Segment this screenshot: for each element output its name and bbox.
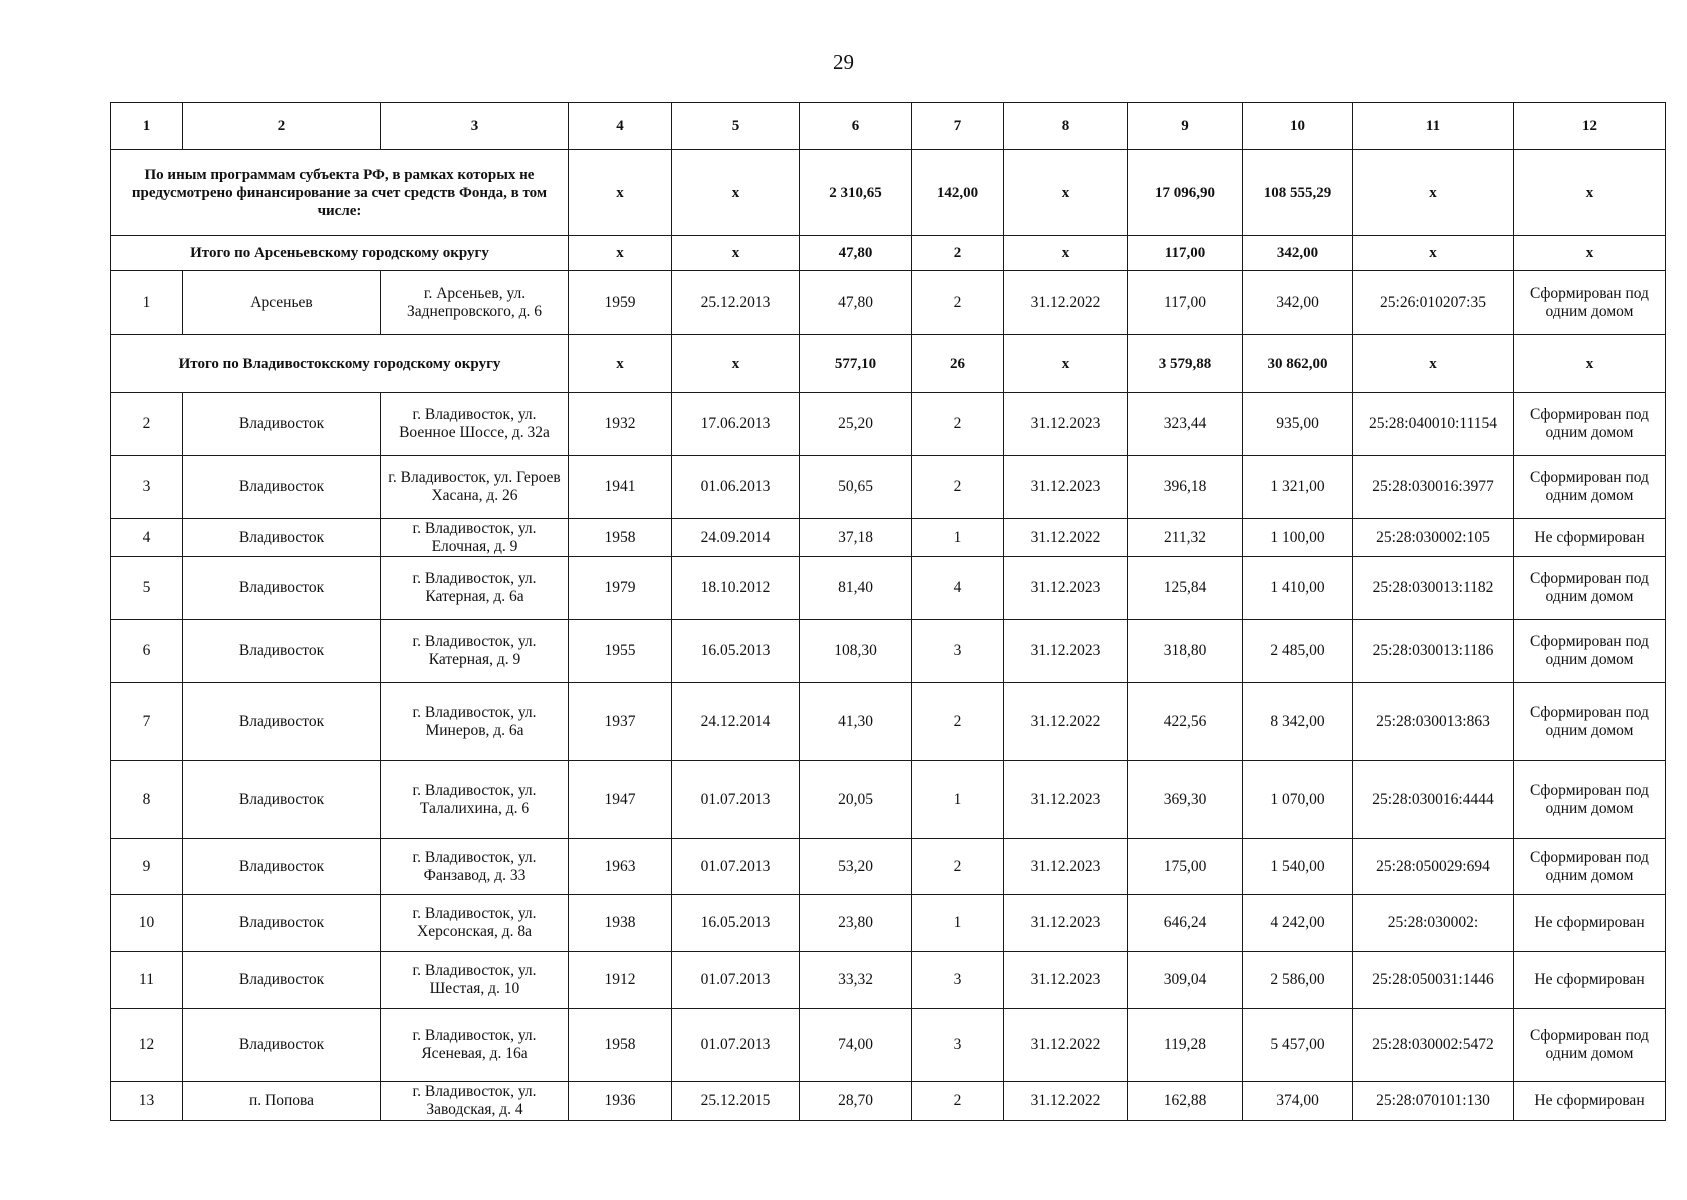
- row-number: 6: [111, 620, 183, 683]
- row-area: 53,20: [800, 839, 912, 895]
- column-number: 9: [1128, 103, 1243, 150]
- row-value-10: 1 540,00: [1243, 839, 1353, 895]
- row-address: г. Владивосток, ул. Катерная, д. 9: [381, 620, 569, 683]
- row-value-10: 4 242,00: [1243, 895, 1353, 952]
- row-address: г. Владивосток, ул. Минеров, д. 6а: [381, 683, 569, 761]
- row-count: 1: [912, 519, 1004, 557]
- subtotal-cell: х: [1004, 335, 1128, 393]
- subtotal-label: Итого по Владивостокскому городскому округу: [111, 335, 569, 393]
- column-number: 12: [1514, 103, 1666, 150]
- row-number: 13: [111, 1082, 183, 1121]
- row-status: Сформирован под одним домом: [1514, 1009, 1666, 1082]
- row-year: 1912: [569, 952, 672, 1009]
- table-row: [111, 456, 1666, 519]
- summary-label: По иным программам субъекта РФ, в рамках которых не предусмотрено финансирование за счет средств Фонда, в том числе:: [111, 150, 569, 236]
- row-deadline: 31.12.2022: [1004, 519, 1128, 557]
- row-value-10: 1 100,00: [1243, 519, 1353, 557]
- summary-cell: х: [569, 150, 672, 236]
- row-value-9: 369,30: [1128, 761, 1243, 839]
- row-count: 2: [912, 683, 1004, 761]
- column-number: 6: [800, 103, 912, 150]
- row-status: Сформирован под одним домом: [1514, 271, 1666, 335]
- subtotal-cell: 26: [912, 335, 1004, 393]
- column-number: 11: [1353, 103, 1514, 150]
- row-year: 1958: [569, 1009, 672, 1082]
- subtotal-cell: 3 579,88: [1128, 335, 1243, 393]
- row-count: 4: [912, 557, 1004, 620]
- row-city: Владивосток: [183, 952, 381, 1009]
- row-cadastre: 25:28:030013:863: [1353, 683, 1514, 761]
- column-number: 8: [1004, 103, 1128, 150]
- row-year: 1979: [569, 557, 672, 620]
- row-number: 12: [111, 1009, 183, 1082]
- row-cadastre: 25:28:030016:4444: [1353, 761, 1514, 839]
- row-date: 01.07.2013: [672, 839, 800, 895]
- row-address: г. Арсеньев, ул. Заднепровского, д. 6: [381, 271, 569, 335]
- subtotal-label: Итого по Арсеньевскому городскому округу: [111, 236, 569, 271]
- row-count: 3: [912, 620, 1004, 683]
- row-value-10: 374,00: [1243, 1082, 1353, 1121]
- column-number: 3: [381, 103, 569, 150]
- row-value-9: 323,44: [1128, 393, 1243, 456]
- row-cadastre: 25:28:030013:1186: [1353, 620, 1514, 683]
- row-cadastre: 25:26:010207:35: [1353, 271, 1514, 335]
- row-status: Не сформирован: [1514, 952, 1666, 1009]
- row-cadastre: 25:28:040010:11154: [1353, 393, 1514, 456]
- subtotal-cell: х: [1353, 236, 1514, 271]
- row-date: 16.05.2013: [672, 620, 800, 683]
- row-number: 8: [111, 761, 183, 839]
- subtotal-cell: 342,00: [1243, 236, 1353, 271]
- row-date: 24.09.2014: [672, 519, 800, 557]
- row-city: Владивосток: [183, 557, 381, 620]
- row-year: 1958: [569, 519, 672, 557]
- row-area: 25,20: [800, 393, 912, 456]
- row-status: Сформирован под одним домом: [1514, 761, 1666, 839]
- row-cadastre: 25:28:030002:105: [1353, 519, 1514, 557]
- row-area: 108,30: [800, 620, 912, 683]
- row-year: 1937: [569, 683, 672, 761]
- column-number: 2: [183, 103, 381, 150]
- column-number: 10: [1243, 103, 1353, 150]
- row-number: 10: [111, 895, 183, 952]
- summary-cell: 17 096,90: [1128, 150, 1243, 236]
- row-cadastre: 25:28:030016:3977: [1353, 456, 1514, 519]
- row-area: 33,32: [800, 952, 912, 1009]
- row-number: 4: [111, 519, 183, 557]
- table-row: [111, 761, 1666, 839]
- row-area: 81,40: [800, 557, 912, 620]
- row-address: г. Владивосток, ул. Шестая, д. 10: [381, 952, 569, 1009]
- row-year: 1936: [569, 1082, 672, 1121]
- row-value-10: 1 410,00: [1243, 557, 1353, 620]
- row-city: Владивосток: [183, 895, 381, 952]
- row-status: Не сформирован: [1514, 895, 1666, 952]
- table-row: [111, 393, 1666, 456]
- row-deadline: 31.12.2023: [1004, 761, 1128, 839]
- column-number: 7: [912, 103, 1004, 150]
- row-count: 2: [912, 1082, 1004, 1121]
- row-date: 01.07.2013: [672, 1009, 800, 1082]
- row-count: 2: [912, 839, 1004, 895]
- row-status: Сформирован под одним домом: [1514, 456, 1666, 519]
- table-row: [111, 620, 1666, 683]
- row-count: 1: [912, 895, 1004, 952]
- row-status: Не сформирован: [1514, 1082, 1666, 1121]
- summary-cell: 2 310,65: [800, 150, 912, 236]
- row-value-9: 119,28: [1128, 1009, 1243, 1082]
- row-number: 2: [111, 393, 183, 456]
- row-value-10: 2 485,00: [1243, 620, 1353, 683]
- row-date: 18.10.2012: [672, 557, 800, 620]
- row-year: 1932: [569, 393, 672, 456]
- row-date: 01.06.2013: [672, 456, 800, 519]
- row-area: 47,80: [800, 271, 912, 335]
- row-area: 20,05: [800, 761, 912, 839]
- row-number: 11: [111, 952, 183, 1009]
- row-value-10: 1 321,00: [1243, 456, 1353, 519]
- row-area: 37,18: [800, 519, 912, 557]
- row-deadline: 31.12.2022: [1004, 683, 1128, 761]
- row-deadline: 31.12.2023: [1004, 839, 1128, 895]
- subtotal-row-vladivostok: [111, 335, 1666, 393]
- row-area: 41,30: [800, 683, 912, 761]
- row-deadline: 31.12.2023: [1004, 557, 1128, 620]
- row-date: 16.05.2013: [672, 895, 800, 952]
- row-value-10: 1 070,00: [1243, 761, 1353, 839]
- housing-table: [110, 102, 1666, 1121]
- row-address: г. Владивосток, ул. Талалихина, д. 6: [381, 761, 569, 839]
- row-date: 01.07.2013: [672, 761, 800, 839]
- row-deadline: 31.12.2023: [1004, 620, 1128, 683]
- subtotal-cell: 30 862,00: [1243, 335, 1353, 393]
- row-city: Владивосток: [183, 1009, 381, 1082]
- row-year: 1941: [569, 456, 672, 519]
- row-value-9: 175,00: [1128, 839, 1243, 895]
- table-row: [111, 271, 1666, 335]
- subtotal-cell: 47,80: [800, 236, 912, 271]
- row-city: Владивосток: [183, 761, 381, 839]
- row-date: 01.07.2013: [672, 952, 800, 1009]
- subtotal-cell: х: [1004, 236, 1128, 271]
- row-count: 2: [912, 271, 1004, 335]
- row-value-9: 396,18: [1128, 456, 1243, 519]
- row-value-9: 211,32: [1128, 519, 1243, 557]
- row-cadastre: 25:28:030002:5472: [1353, 1009, 1514, 1082]
- row-status: Сформирован под одним домом: [1514, 683, 1666, 761]
- row-value-9: 422,56: [1128, 683, 1243, 761]
- subtotal-cell: 117,00: [1128, 236, 1243, 271]
- row-status: Сформирован под одним домом: [1514, 839, 1666, 895]
- column-number: 5: [672, 103, 800, 150]
- row-number: 3: [111, 456, 183, 519]
- row-deadline: 31.12.2023: [1004, 393, 1128, 456]
- subtotal-row-arsenyev: [111, 236, 1666, 271]
- row-value-9: 162,88: [1128, 1082, 1243, 1121]
- row-year: 1938: [569, 895, 672, 952]
- summary-cell: х: [1514, 150, 1666, 236]
- row-date: 25.12.2013: [672, 271, 800, 335]
- row-date: 17.06.2013: [672, 393, 800, 456]
- row-count: 2: [912, 393, 1004, 456]
- summary-cell: х: [672, 150, 800, 236]
- row-count: 3: [912, 1009, 1004, 1082]
- row-value-10: 8 342,00: [1243, 683, 1353, 761]
- row-number: 1: [111, 271, 183, 335]
- row-area: 74,00: [800, 1009, 912, 1082]
- row-number: 5: [111, 557, 183, 620]
- subtotal-cell: 577,10: [800, 335, 912, 393]
- subtotal-cell: х: [672, 335, 800, 393]
- row-number: 7: [111, 683, 183, 761]
- row-deadline: 31.12.2022: [1004, 1009, 1128, 1082]
- column-number: 4: [569, 103, 672, 150]
- subtotal-cell: х: [672, 236, 800, 271]
- row-deadline: 31.12.2022: [1004, 1082, 1128, 1121]
- row-city: п. Попова: [183, 1082, 381, 1121]
- row-cadastre: 25:28:030013:1182: [1353, 557, 1514, 620]
- row-year: 1963: [569, 839, 672, 895]
- summary-cell: 142,00: [912, 150, 1004, 236]
- row-deadline: 31.12.2023: [1004, 456, 1128, 519]
- row-date: 24.12.2014: [672, 683, 800, 761]
- table-row: [111, 519, 1666, 557]
- row-value-9: 117,00: [1128, 271, 1243, 335]
- row-city: Владивосток: [183, 456, 381, 519]
- row-city: Владивосток: [183, 839, 381, 895]
- row-address: г. Владивосток, ул. Катерная, д. 6а: [381, 557, 569, 620]
- row-value-10: 5 457,00: [1243, 1009, 1353, 1082]
- row-address: г. Владивосток, ул. Героев Хасана, д. 26: [381, 456, 569, 519]
- row-status: Не сформирован: [1514, 519, 1666, 557]
- row-cadastre: 25:28:050031:1446: [1353, 952, 1514, 1009]
- row-area: 23,80: [800, 895, 912, 952]
- row-city: Владивосток: [183, 620, 381, 683]
- summary-cell: х: [1353, 150, 1514, 236]
- row-cadastre: 25:28:070101:130: [1353, 1082, 1514, 1121]
- subtotal-cell: х: [569, 236, 672, 271]
- row-deadline: 31.12.2022: [1004, 271, 1128, 335]
- row-number: 9: [111, 839, 183, 895]
- row-count: 3: [912, 952, 1004, 1009]
- row-address: г. Владивосток, ул. Военное Шоссе, д. 32а: [381, 393, 569, 456]
- row-city: Владивосток: [183, 519, 381, 557]
- row-year: 1959: [569, 271, 672, 335]
- subtotal-cell: х: [569, 335, 672, 393]
- row-status: Сформирован под одним домом: [1514, 557, 1666, 620]
- row-address: г. Владивосток, ул. Херсонская, д. 8а: [381, 895, 569, 952]
- row-deadline: 31.12.2023: [1004, 895, 1128, 952]
- table-row: [111, 683, 1666, 761]
- row-value-9: 318,80: [1128, 620, 1243, 683]
- table-row: [111, 1082, 1666, 1121]
- row-cadastre: 25:28:050029:694: [1353, 839, 1514, 895]
- row-value-10: 342,00: [1243, 271, 1353, 335]
- row-value-10: 2 586,00: [1243, 952, 1353, 1009]
- subtotal-cell: х: [1514, 335, 1666, 393]
- row-city: Владивосток: [183, 683, 381, 761]
- subtotal-cell: х: [1353, 335, 1514, 393]
- row-address: г. Владивосток, ул. Заводская, д. 4: [381, 1082, 569, 1121]
- row-deadline: 31.12.2023: [1004, 952, 1128, 1009]
- page-number: 29: [833, 50, 854, 74]
- table-row: [111, 952, 1666, 1009]
- subtotal-cell: 2: [912, 236, 1004, 271]
- row-count: 1: [912, 761, 1004, 839]
- row-city: Владивосток: [183, 393, 381, 456]
- column-number-row: [111, 103, 1666, 150]
- row-status: Сформирован под одним домом: [1514, 620, 1666, 683]
- row-area: 50,65: [800, 456, 912, 519]
- summary-row: [111, 150, 1666, 236]
- summary-cell: 108 555,29: [1243, 150, 1353, 236]
- row-address: г. Владивосток, ул. Фанзавод, д. 33: [381, 839, 569, 895]
- row-status: Сформирован под одним домом: [1514, 393, 1666, 456]
- summary-cell: х: [1004, 150, 1128, 236]
- row-value-9: 646,24: [1128, 895, 1243, 952]
- row-area: 28,70: [800, 1082, 912, 1121]
- table-row: [111, 1009, 1666, 1082]
- table-row: [111, 895, 1666, 952]
- table-row: [111, 839, 1666, 895]
- column-number: 1: [111, 103, 183, 150]
- row-city: Арсеньев: [183, 271, 381, 335]
- row-value-9: 309,04: [1128, 952, 1243, 1009]
- row-year: 1947: [569, 761, 672, 839]
- row-value-10: 935,00: [1243, 393, 1353, 456]
- row-address: г. Владивосток, ул. Елочная, д. 9: [381, 519, 569, 557]
- row-cadastre: 25:28:030002:: [1353, 895, 1514, 952]
- table-row: [111, 557, 1666, 620]
- row-date: 25.12.2015: [672, 1082, 800, 1121]
- row-count: 2: [912, 456, 1004, 519]
- row-year: 1955: [569, 620, 672, 683]
- row-address: г. Владивосток, ул. Ясеневая, д. 16а: [381, 1009, 569, 1082]
- subtotal-cell: х: [1514, 236, 1666, 271]
- row-value-9: 125,84: [1128, 557, 1243, 620]
